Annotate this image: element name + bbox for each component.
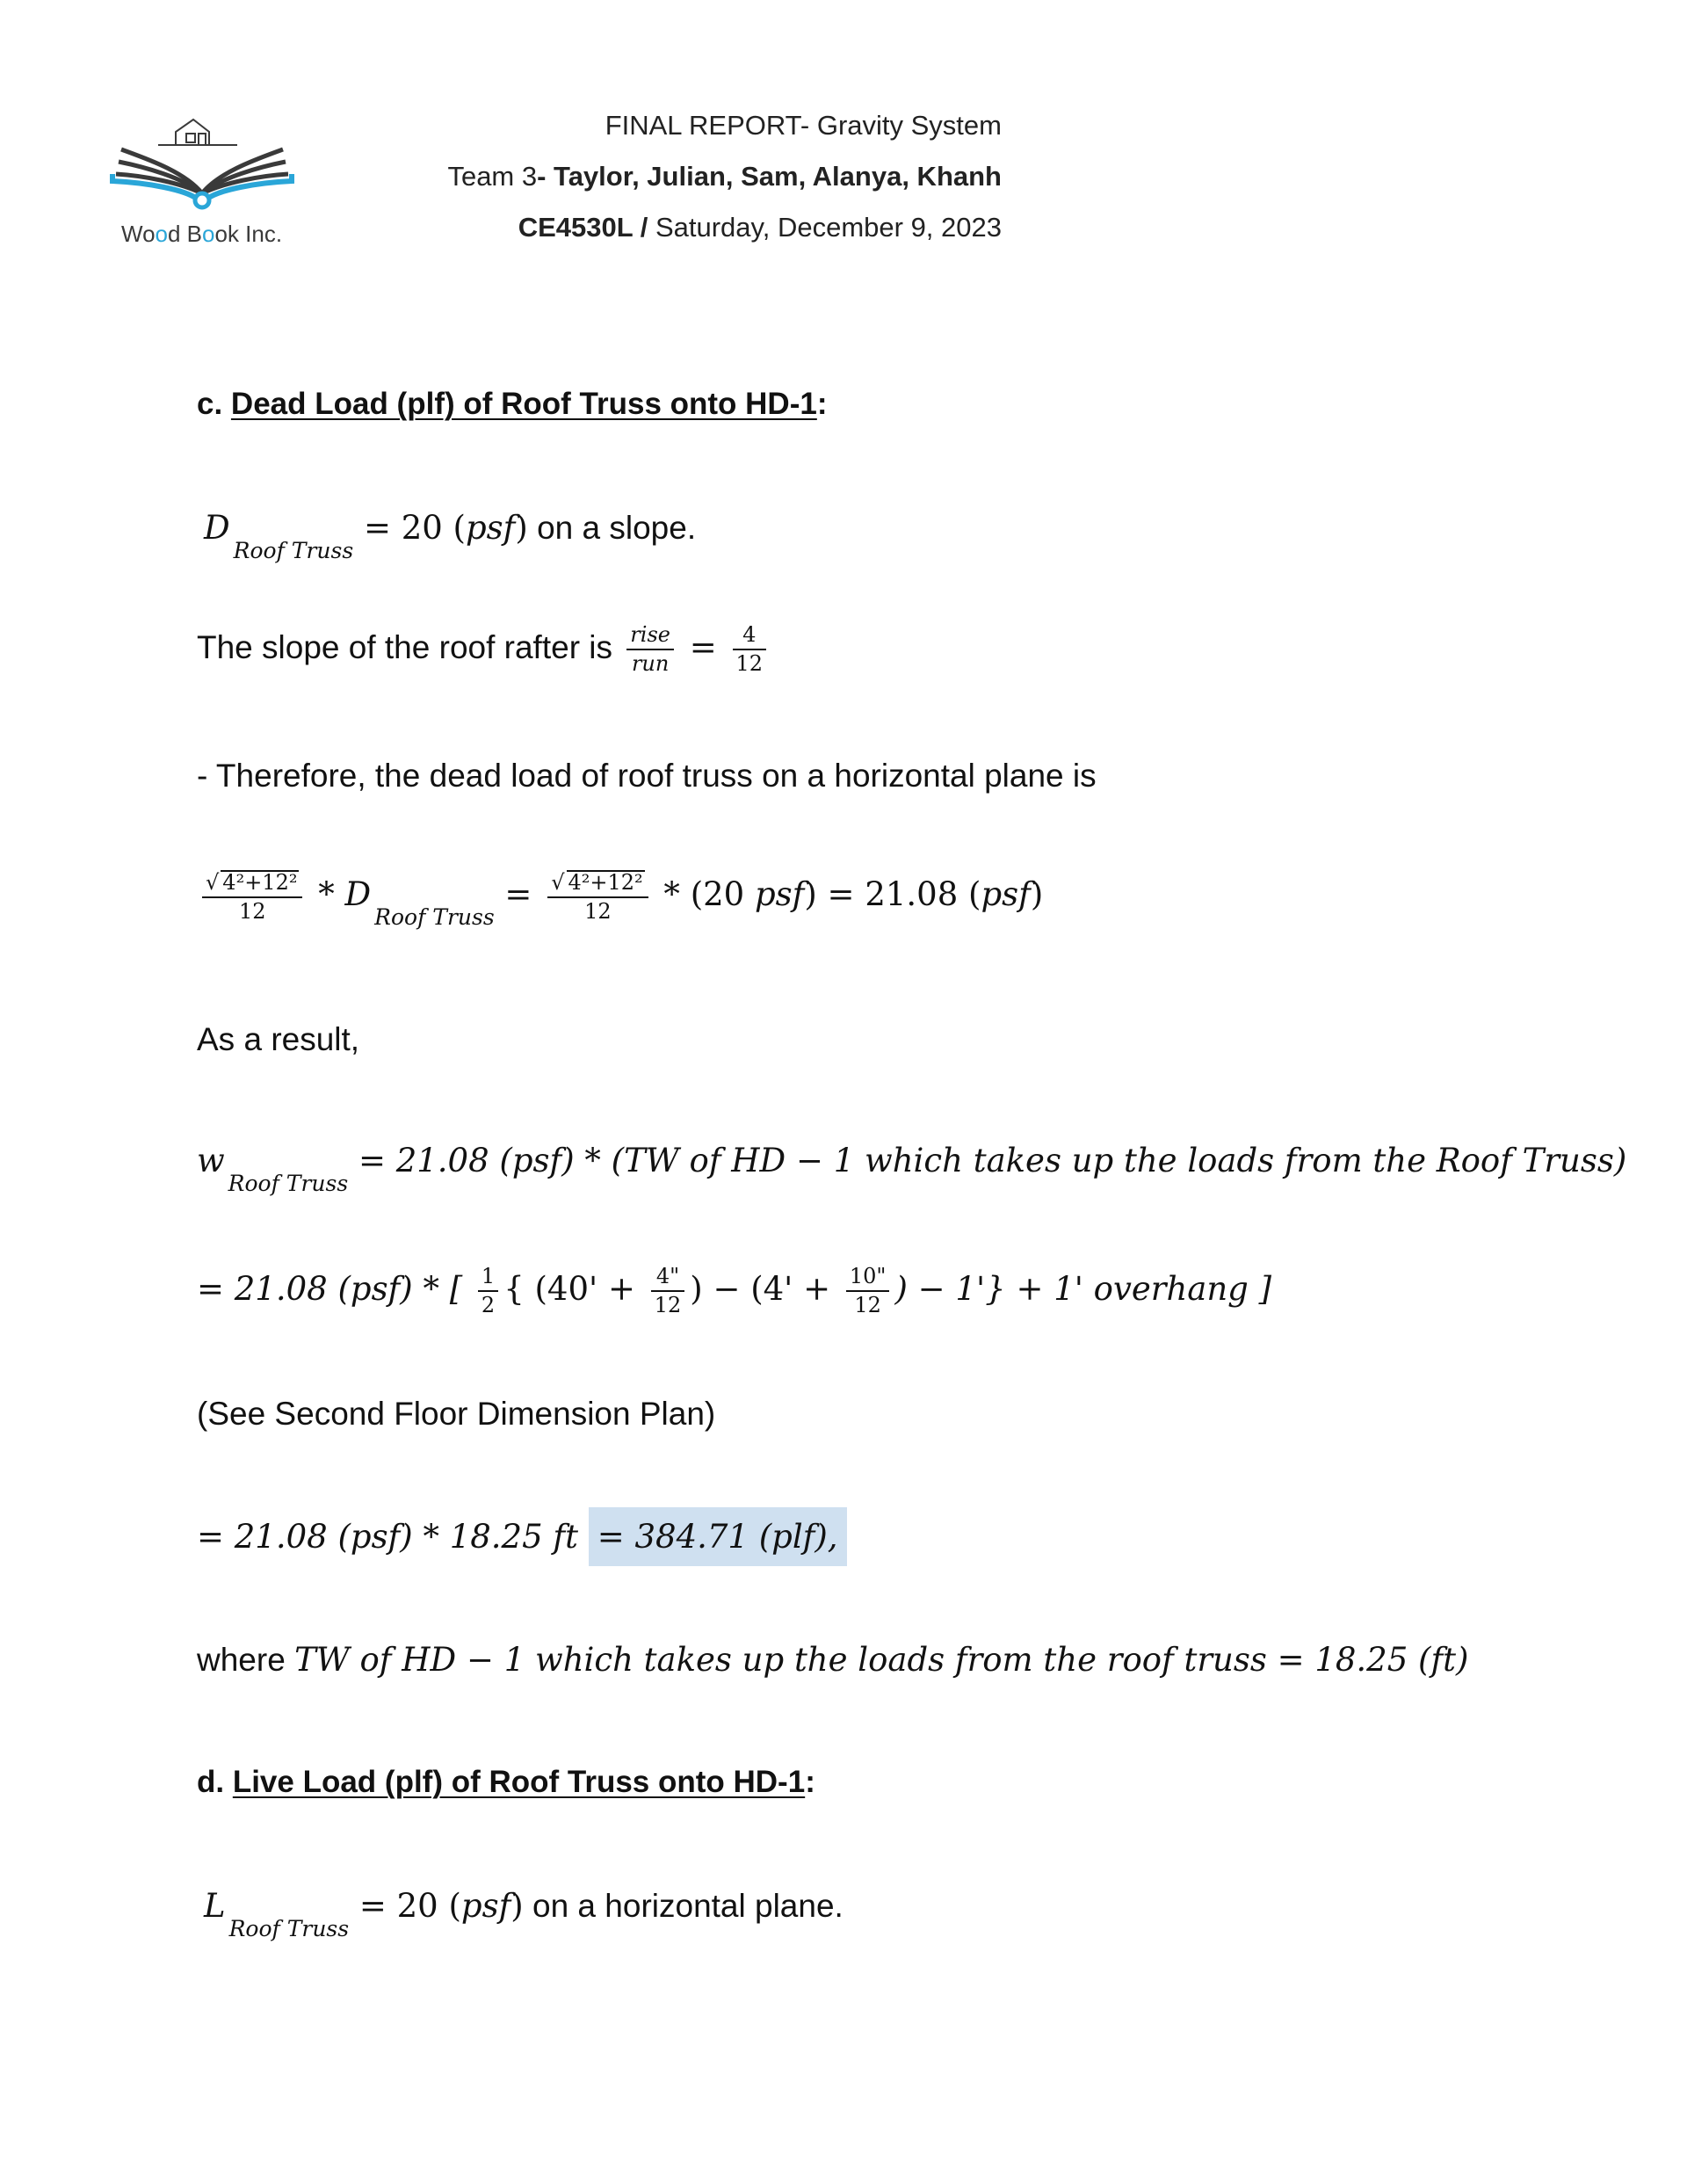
where-statement: where TW of HD − 1 which takes up the loads from the roof truss = 18.25 (ft): [197, 1641, 1469, 1679]
course-date-line: CE4530L / Saturday, December 9, 2023: [518, 212, 1002, 243]
therefore-text: - Therefore, the dead load of roof truss on a horizontal plane is: [197, 758, 1097, 794]
tributary-width-equation: = 21.08 (psf) * [ $\frac{1}{2}$ { (40' + $\frac{4"}{12}$ ) − (4' + $\frac{10"}{12}$ ) − 1'} + 1' overhang ]: [197, 1264, 1272, 1318]
dead-load-result-equation: = 21.08 (psf) * 18.25 ft = 384.71 (plf),: [197, 1520, 847, 1553]
section-d-title: d. Live Load (plf) of Roof Truss onto HD-1:: [197, 1765, 815, 1799]
company-logo: [105, 105, 299, 247]
logo-text: Wood Book Inc.: [121, 221, 283, 247]
open-book-house-icon: [105, 105, 299, 211]
report-title: FINAL REPORT- Gravity System: [605, 110, 1002, 141]
highlighted-result: = 384.71 (plf),: [589, 1507, 847, 1566]
team-line: Team 3- Taylor, Julian, Sam, Alanya, Khanh: [447, 161, 1002, 192]
w-roof-truss-equation: $w_{Roof Truss} = 21.08$ (psf) * (TW of HD − 1 which takes up the loads from the Roof Truss): [197, 1142, 1627, 1196]
horizontal-dead-load-equation: $\frac{\text{√ 4²+12²}}{12}$ * $D_{Roof Truss}$ = $\frac{\text{√ 4²+12²}}{12}$ * (20 psf) = 21.08 (psf): [197, 870, 1043, 923]
slope-statement: The slope of the roof rafter is $\frac{\text{rise}}{\text{run}}$ = $\frac{4}{12}$: [197, 624, 771, 675]
see-plan-note: (See Second Floor Dimension Plan): [197, 1396, 716, 1432]
as-a-result-text: As a result,: [197, 1021, 360, 1057]
dead-load-definition: $D_{Roof Truss} = 20$ (psf) on a slope.: [204, 509, 697, 563]
section-c-title: c. Dead Load (plf) of Roof Truss onto HD-1:: [197, 387, 828, 421]
live-load-definition: $L_{Roof Truss} = 20$ (psf) on a horizontal plane.: [204, 1887, 844, 1941]
